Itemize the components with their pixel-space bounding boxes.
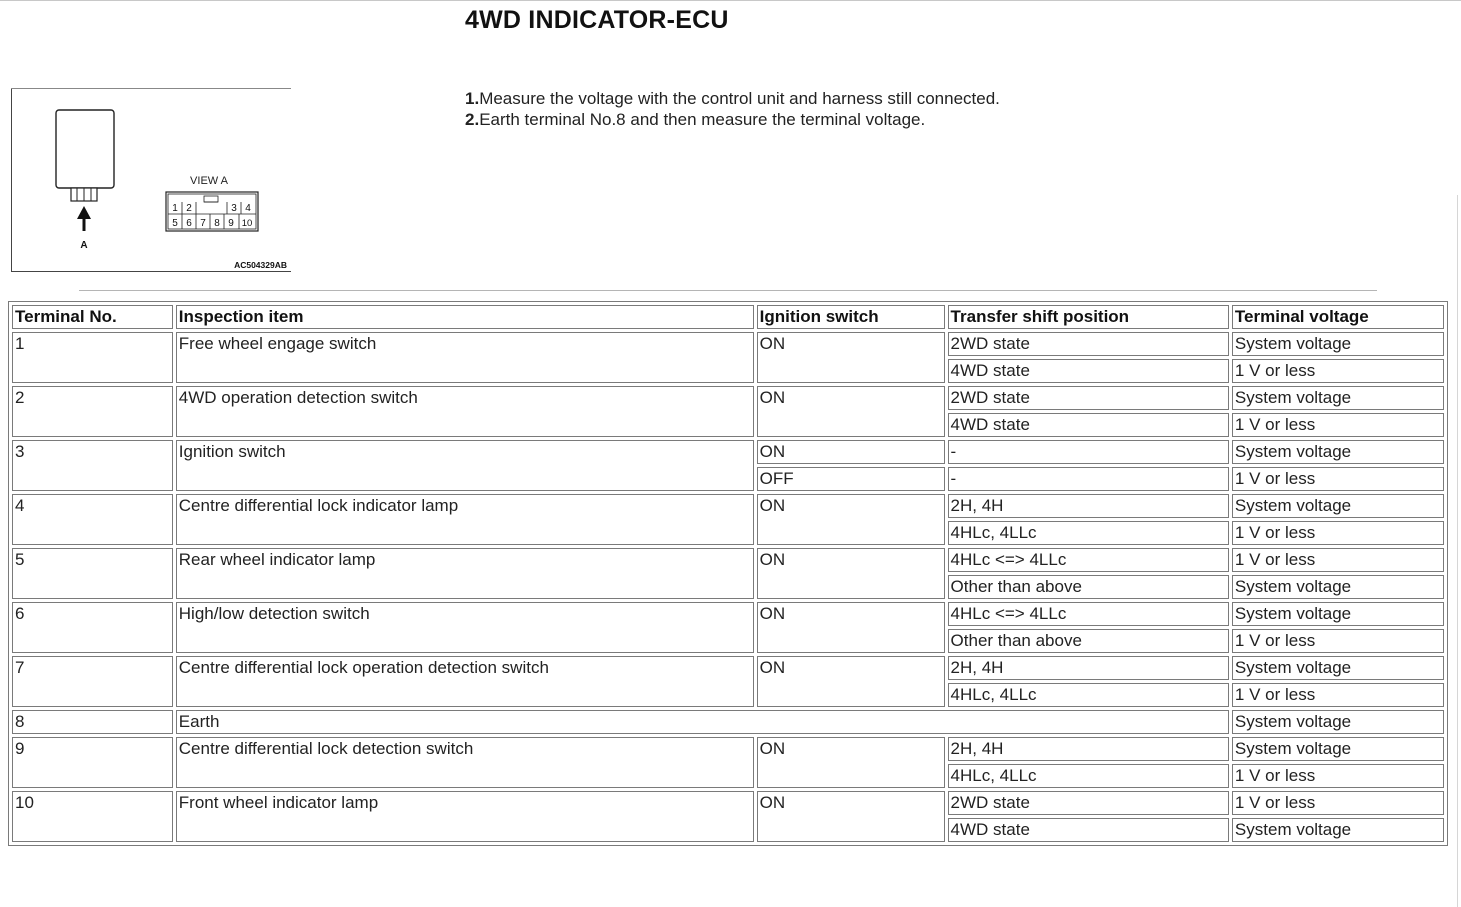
voltage-cell: 1 V or less bbox=[1232, 521, 1444, 545]
voltage-cell: 1 V or less bbox=[1232, 359, 1444, 383]
table-row bbox=[12, 386, 1444, 410]
shift-position-cell: 4HLc <=> 4LLc bbox=[948, 548, 1229, 572]
voltage-cell: 1 V or less bbox=[1232, 629, 1444, 653]
shift-position-cell: 4WD state bbox=[948, 359, 1229, 383]
step-text: Earth terminal No.8 and then measure the terminal voltage. bbox=[479, 110, 926, 129]
inspection-item-cell: Earth bbox=[176, 710, 1229, 734]
instruction-step bbox=[465, 109, 1000, 130]
section-divider bbox=[79, 290, 1377, 291]
step-number: 2. bbox=[465, 110, 480, 129]
ignition-cell: ON bbox=[757, 440, 945, 464]
voltage-cell: System voltage bbox=[1232, 656, 1444, 680]
pin-label: 1 bbox=[172, 203, 178, 214]
inspection-item-cell: Free wheel engage switch bbox=[176, 332, 754, 383]
pin-label: 6 bbox=[186, 218, 192, 229]
ignition-cell: ON bbox=[757, 494, 945, 545]
inspection-item-cell: Centre differential lock indicator lamp bbox=[176, 494, 754, 545]
voltage-cell: 1 V or less bbox=[1232, 413, 1444, 437]
terminal-cell: 5 bbox=[12, 548, 173, 599]
table-row bbox=[12, 791, 1444, 815]
shift-position-cell: 2WD state bbox=[948, 332, 1229, 356]
shift-position-cell: 4WD state bbox=[948, 818, 1229, 842]
top-border bbox=[0, 0, 1461, 1]
voltage-cell: System voltage bbox=[1232, 494, 1444, 518]
pin-label: 2 bbox=[186, 203, 192, 214]
step-number: 1. bbox=[465, 89, 480, 108]
shift-position-cell: Other than above bbox=[948, 575, 1229, 599]
pin-label: 9 bbox=[228, 218, 234, 229]
voltage-cell: 1 V or less bbox=[1232, 764, 1444, 788]
ignition-cell: OFF bbox=[757, 467, 945, 491]
column-header: Terminal No. bbox=[12, 305, 173, 329]
table-row bbox=[12, 737, 1444, 761]
shift-position-cell: 4HLc, 4LLc bbox=[948, 764, 1229, 788]
voltage-cell: 1 V or less bbox=[1232, 467, 1444, 491]
shift-position-cell: 2WD state bbox=[948, 791, 1229, 815]
pin-label: 5 bbox=[172, 218, 178, 229]
ignition-cell: ON bbox=[757, 602, 945, 653]
inspection-item-cell: Centre differential lock detection switch bbox=[176, 737, 754, 788]
column-header: Terminal voltage bbox=[1232, 305, 1444, 329]
voltage-cell: 1 V or less bbox=[1232, 791, 1444, 815]
column-header: Inspection item bbox=[176, 305, 754, 329]
inspection-item-cell: Front wheel indicator lamp bbox=[176, 791, 754, 842]
instructions bbox=[465, 88, 1000, 130]
pin-label: 10 bbox=[241, 218, 253, 229]
pin-label: 3 bbox=[231, 203, 237, 214]
shift-position-cell: 2WD state bbox=[948, 386, 1229, 410]
table-row bbox=[12, 602, 1444, 626]
inspection-item-cell: Rear wheel indicator lamp bbox=[176, 548, 754, 599]
shift-position-cell: Other than above bbox=[948, 629, 1229, 653]
shift-position-cell: 4WD state bbox=[948, 413, 1229, 437]
arrow-label: A bbox=[80, 240, 88, 251]
shift-position-cell: - bbox=[948, 467, 1229, 491]
table-row bbox=[12, 656, 1444, 680]
table-row bbox=[12, 332, 1444, 356]
shift-position-cell: 4HLc, 4LLc bbox=[948, 683, 1229, 707]
voltage-cell: System voltage bbox=[1232, 575, 1444, 599]
voltage-cell: 1 V or less bbox=[1232, 548, 1444, 572]
instruction-step bbox=[465, 88, 1000, 109]
ecu-unit-drawing bbox=[56, 110, 114, 201]
shift-position-cell: 4HLc <=> 4LLc bbox=[948, 602, 1229, 626]
terminal-cell: 9 bbox=[12, 737, 173, 788]
inspection-item-cell: High/low detection switch bbox=[176, 602, 754, 653]
terminal-cell: 1 bbox=[12, 332, 173, 383]
figure-code: AC504329AB bbox=[234, 260, 287, 270]
connector-figure bbox=[11, 88, 291, 272]
voltage-cell: System voltage bbox=[1232, 386, 1444, 410]
ignition-cell: ON bbox=[757, 656, 945, 707]
voltage-cell: 1 V or less bbox=[1232, 683, 1444, 707]
terminal-cell: 2 bbox=[12, 386, 173, 437]
voltage-cell: System voltage bbox=[1232, 737, 1444, 761]
terminal-cell: 10 bbox=[12, 791, 173, 842]
terminal-voltage-table bbox=[8, 301, 1448, 846]
inspection-item-cell: Ignition switch bbox=[176, 440, 754, 491]
shift-position-cell: 2H, 4H bbox=[948, 494, 1229, 518]
page-title: 4WD INDICATOR-ECU bbox=[465, 6, 729, 34]
voltage-cell: System voltage bbox=[1232, 332, 1444, 356]
voltage-cell: System voltage bbox=[1232, 818, 1444, 842]
voltage-cell: System voltage bbox=[1232, 710, 1444, 734]
column-header: Ignition switch bbox=[757, 305, 945, 329]
pin-label: 4 bbox=[245, 203, 251, 214]
inspection-item-cell: Centre differential lock operation detection switch bbox=[176, 656, 754, 707]
terminal-cell: 6 bbox=[12, 602, 173, 653]
terminal-cell: 3 bbox=[12, 440, 173, 491]
table-row bbox=[12, 710, 1444, 734]
table-row bbox=[12, 548, 1444, 572]
terminal-cell: 7 bbox=[12, 656, 173, 707]
ignition-cell: ON bbox=[757, 386, 945, 437]
table-row bbox=[12, 440, 1444, 464]
view-arrow bbox=[77, 206, 91, 231]
ignition-cell: ON bbox=[757, 737, 945, 788]
view-label: VIEW A bbox=[190, 175, 228, 187]
ignition-cell: ON bbox=[757, 548, 945, 599]
connector-pin-diagram bbox=[166, 192, 258, 231]
table-row bbox=[12, 494, 1444, 518]
ignition-cell: ON bbox=[757, 332, 945, 383]
step-text: Measure the voltage with the control unit and harness still connected. bbox=[479, 89, 1000, 108]
voltage-cell: System voltage bbox=[1232, 440, 1444, 464]
shift-position-cell: - bbox=[948, 440, 1229, 464]
column-header: Transfer shift position bbox=[948, 305, 1229, 329]
shift-position-cell: 4HLc, 4LLc bbox=[948, 521, 1229, 545]
ignition-cell: ON bbox=[757, 791, 945, 842]
shift-position-cell: 2H, 4H bbox=[948, 656, 1229, 680]
terminal-cell: 8 bbox=[12, 710, 173, 734]
pin-label: 7 bbox=[200, 218, 206, 229]
table-header-row bbox=[12, 305, 1444, 329]
voltage-cell: System voltage bbox=[1232, 602, 1444, 626]
inspection-item-cell: 4WD operation detection switch bbox=[176, 386, 754, 437]
terminal-cell: 4 bbox=[12, 494, 173, 545]
pin-label: 8 bbox=[214, 218, 220, 229]
scrollbar-edge bbox=[1457, 195, 1458, 907]
shift-position-cell: 2H, 4H bbox=[948, 737, 1229, 761]
